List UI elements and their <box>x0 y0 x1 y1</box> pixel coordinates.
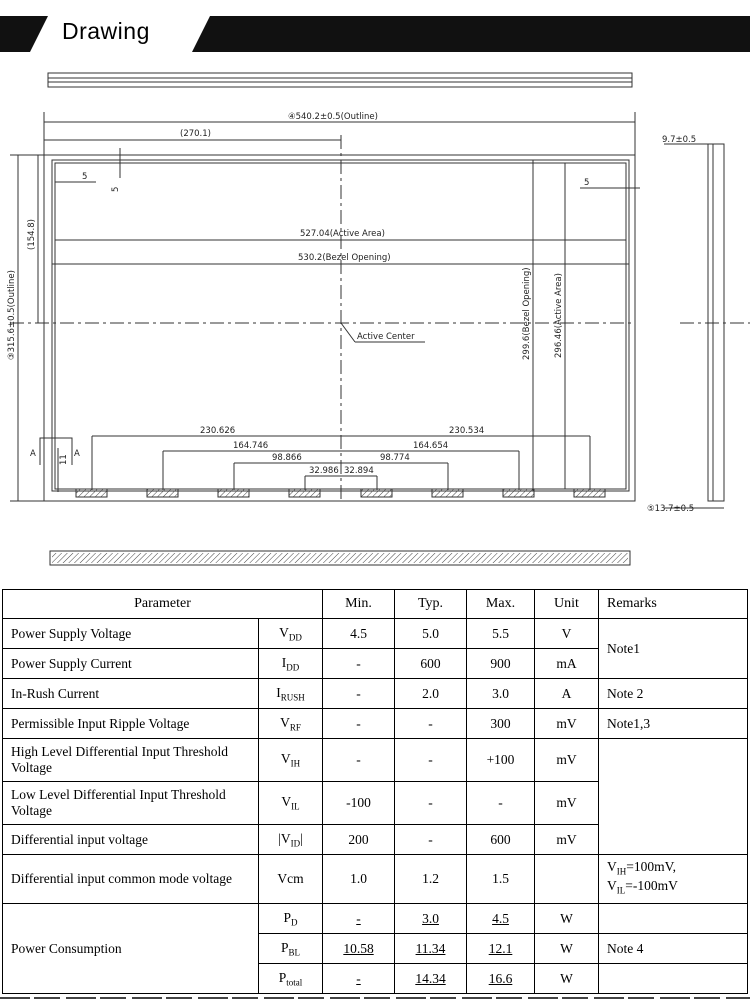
table-row: Power Supply Current $I_{DD}$ - 600 900 mA <box>3 649 748 679</box>
dim-margin-left: 5 <box>82 172 88 182</box>
table-row: $P_{total}$ - 14.34 16.6 W <box>3 964 748 994</box>
dim-bezel-width: 530.2(Bezel Opening) <box>298 253 391 263</box>
table-row: Permissible Input Ripple Voltage $V_{RF}$ - - 300 mV Note1,3 <box>3 709 748 739</box>
dim-pitch-3: 164.746 <box>233 441 269 451</box>
vcm-remark: $V_{IH}=100mV$, $V_{IL}=-100mV$ <box>599 855 748 904</box>
dim-side-depth: ⑤13.7±0.5 <box>647 504 695 514</box>
mechanical-drawing <box>0 60 750 585</box>
table-row: Low Level Differential Input Threshold Voltage $V_{IL}$ -100 - - mV <box>3 782 748 825</box>
section-title: Drawing <box>62 18 150 44</box>
table-row: High Level Differential Input Threshold Voltage $V_{IH}$ - - +100 mV <box>3 739 748 782</box>
dim-active-width: 527.04(Active Area) <box>300 229 385 239</box>
top-side-view <box>48 73 632 87</box>
active-center-label: Active Center <box>357 332 415 342</box>
cut-off-text-line <box>0 996 750 1002</box>
dim-margin-top: 5 <box>111 186 121 192</box>
dim-side-thickness: 9.7±0.5 <box>662 135 697 145</box>
table-row: Power Consumption $P_D$ - 3.0 4.5 W <box>3 904 748 934</box>
table-row: Power Supply Voltage $V_{DD}$ 4.5 5.0 5.5 V Note1 <box>3 619 748 649</box>
dim-pitch-1: 230.626 <box>200 426 236 436</box>
dim-half-height: (154.8) <box>27 219 37 250</box>
table-row: In-Rush Current $I_{RUSH}$ - 2.0 3.0 A Note 2 <box>3 679 748 709</box>
dim-active-height: 296.46(Active Area) <box>554 273 564 358</box>
dim-bezel-height: 299.6(Bezel Opening) <box>522 267 532 360</box>
front-outline <box>44 155 635 501</box>
table-row: Differential input common mode voltage Vcm 1.0 1.2 1.5 $V_{IH}=100mV$, $V_{IL}=-100mV$ <box>3 855 748 904</box>
section-a-right: A <box>74 449 80 459</box>
dim-pitch-4: 164.654 <box>413 441 449 451</box>
dim-11: 11 <box>59 454 69 465</box>
dim-pitch-5: 98.866 <box>272 453 302 463</box>
section-a-left: A <box>30 449 36 459</box>
dim-pitch-6: 98.774 <box>380 453 410 463</box>
dim-outline-height: ③315.6±0.5(Outline) <box>7 270 17 360</box>
table-row: Differential input voltage $|V_{ID}|$ 200 - 600 mV <box>3 825 748 855</box>
table-row: $P_{BL}$ 10.58 11.34 12.1 W Note 4 <box>3 934 748 964</box>
dim-pitch-7: 32.986 <box>309 466 339 476</box>
table-header: Parameter Min. Typ. Max. Unit Remarks <box>3 590 748 619</box>
dim-outline-width: ④540.2±0.5(Outline) <box>288 112 378 122</box>
dim-margin-right: 5 <box>584 178 590 188</box>
dim-pitch-8: 32.894 <box>344 466 374 476</box>
dim-half-width: (270.1) <box>180 129 211 139</box>
dim-pitch-2: 230.534 <box>449 426 485 436</box>
electrical-spec-table <box>2 589 748 994</box>
